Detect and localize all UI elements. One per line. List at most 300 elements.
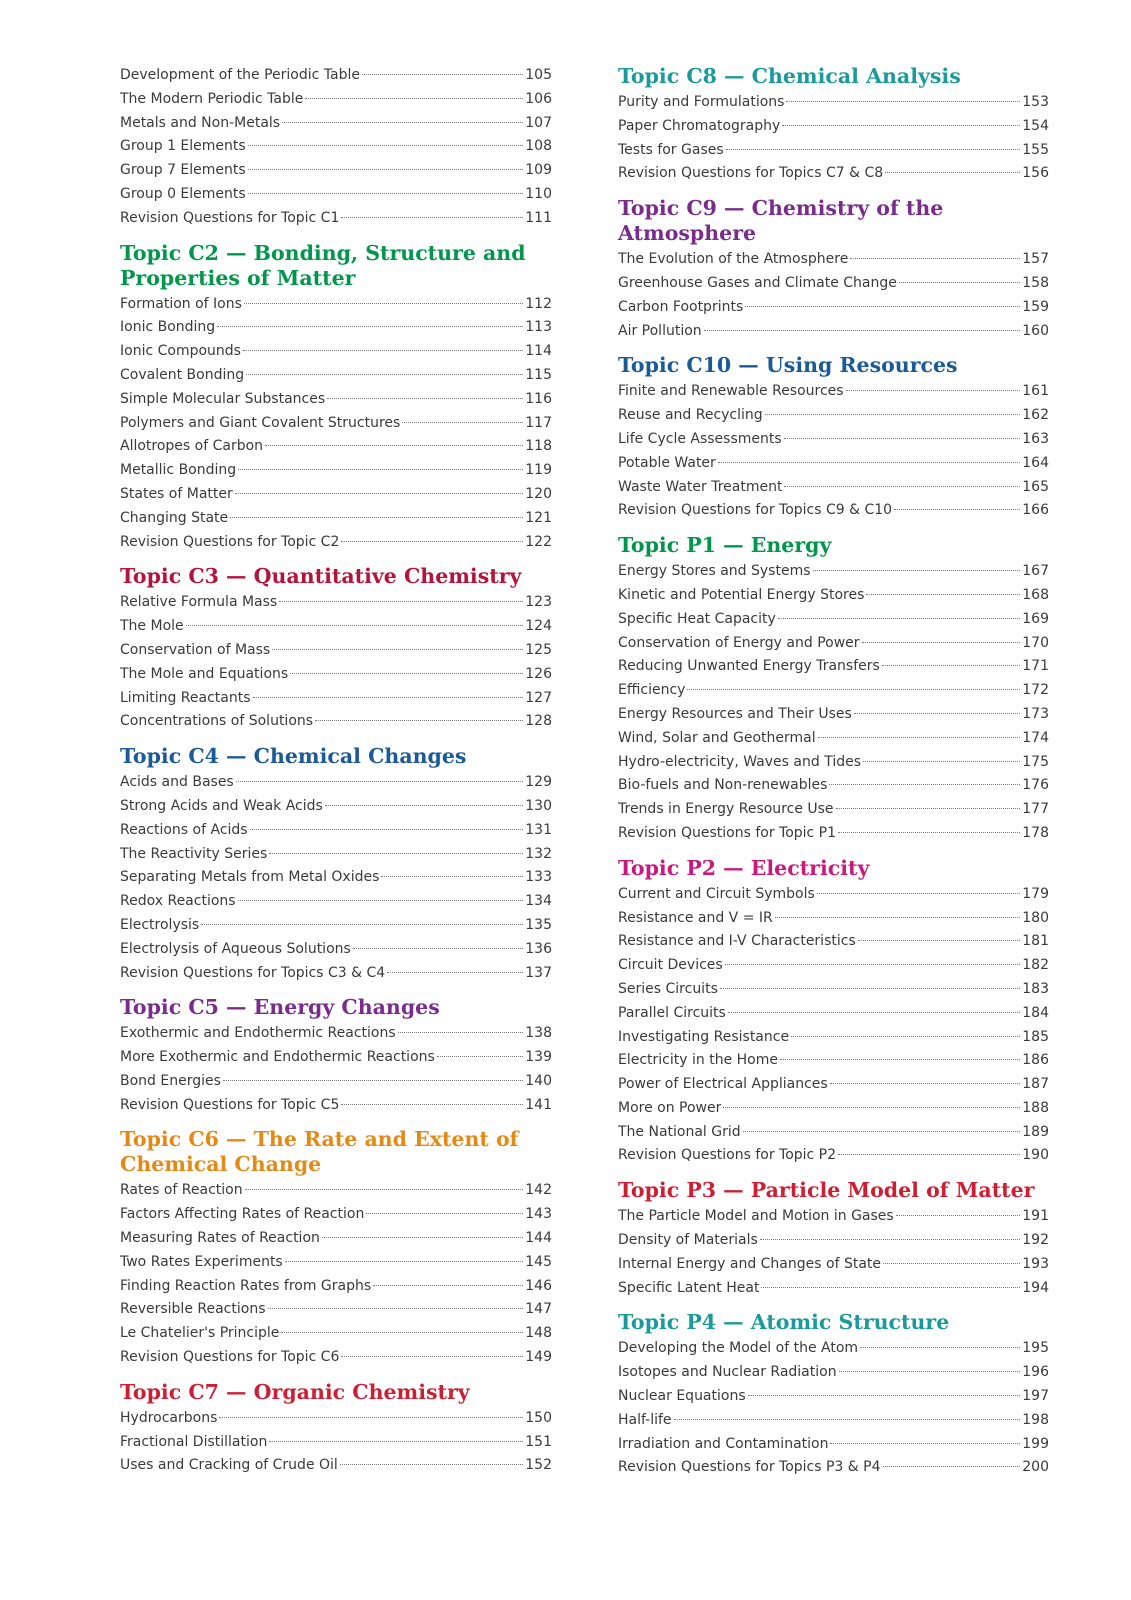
entry-title: States of Matter bbox=[120, 485, 233, 502]
toc-entry[interactable] bbox=[618, 608, 1049, 632]
toc-entry[interactable] bbox=[618, 1121, 1049, 1145]
dot-leader bbox=[341, 1356, 523, 1357]
toc-entry[interactable] bbox=[120, 412, 552, 436]
toc-entry[interactable] bbox=[618, 115, 1049, 139]
entry-title: Redox Reactions bbox=[120, 893, 236, 910]
toc-entry[interactable] bbox=[618, 1337, 1049, 1361]
entry-page-number: 108 bbox=[525, 138, 552, 155]
entry-title: Nuclear Equations bbox=[618, 1388, 746, 1405]
dot-leader bbox=[269, 853, 523, 854]
dot-leader bbox=[437, 1056, 523, 1057]
toc-entry[interactable] bbox=[120, 914, 552, 938]
toc-entry[interactable] bbox=[618, 1409, 1049, 1433]
entry-title: Reversible Reactions bbox=[120, 1301, 266, 1318]
topic-heading-line: Topic C5 — Energy Changes bbox=[120, 995, 440, 1020]
toc-entry[interactable] bbox=[618, 679, 1049, 703]
entry-title: Formation of Ions bbox=[120, 295, 242, 312]
entry-title: Reducing Unwanted Energy Transfers bbox=[618, 658, 880, 675]
dot-leader bbox=[272, 649, 523, 650]
entry-title: Concentrations of Solutions bbox=[120, 713, 314, 730]
entry-title: Two Rates Experiments bbox=[120, 1253, 283, 1270]
entry-page-number: 135 bbox=[525, 916, 552, 933]
entry-title: Rates of Reaction bbox=[120, 1182, 243, 1199]
dot-leader bbox=[305, 98, 523, 99]
entry-page-number: 160 bbox=[1022, 322, 1049, 339]
entry-title: Bio-fuels and Non-renewables bbox=[618, 777, 828, 794]
topic-heading-line: Properties of Matter bbox=[120, 265, 356, 290]
dot-leader bbox=[818, 737, 1021, 738]
toc-column-left bbox=[120, 64, 552, 1488]
dot-leader bbox=[780, 1059, 1020, 1060]
entry-page-number: 159 bbox=[1022, 298, 1049, 315]
entry-title: Electrolysis bbox=[120, 916, 200, 933]
entry-title: Relative Formula Mass bbox=[120, 594, 278, 611]
entry-page-number: 151 bbox=[525, 1433, 552, 1450]
entry-page-number: 181 bbox=[1022, 933, 1049, 950]
toc-entry[interactable] bbox=[618, 1002, 1049, 1026]
toc-entry[interactable] bbox=[120, 183, 552, 207]
toc-entry[interactable] bbox=[120, 364, 552, 388]
topic-heading-line: Topic C7 — Organic Chemistry bbox=[120, 1379, 470, 1404]
entry-page-number: 168 bbox=[1022, 586, 1049, 603]
entry-title: The Reactivity Series bbox=[120, 845, 268, 862]
entry-page-number: 197 bbox=[1022, 1388, 1049, 1405]
dot-leader bbox=[402, 422, 523, 423]
toc-entry[interactable] bbox=[618, 428, 1049, 452]
dot-leader bbox=[899, 282, 1020, 283]
dot-leader bbox=[813, 570, 1021, 571]
entry-page-number: 164 bbox=[1022, 454, 1049, 471]
entry-page-number: 107 bbox=[525, 114, 552, 131]
toc-entry[interactable] bbox=[618, 1253, 1049, 1277]
entry-title: Group 0 Elements bbox=[120, 185, 246, 202]
toc-entry[interactable] bbox=[618, 907, 1049, 931]
dot-leader bbox=[223, 1080, 523, 1081]
toc-entry[interactable] bbox=[120, 64, 552, 88]
entry-page-number: 176 bbox=[1022, 777, 1049, 794]
entry-title: Greenhouse Gases and Climate Change bbox=[618, 274, 897, 291]
entry-page-number: 196 bbox=[1022, 1364, 1049, 1381]
entry-title: Specific Heat Capacity bbox=[618, 610, 776, 627]
dot-leader bbox=[248, 145, 524, 146]
dot-leader bbox=[341, 217, 523, 218]
dot-leader bbox=[366, 1213, 523, 1214]
entry-title: Reuse and Recycling bbox=[618, 407, 763, 424]
entry-title: Series Circuits bbox=[618, 980, 718, 997]
dot-leader bbox=[791, 1036, 1020, 1037]
toc-entry[interactable] bbox=[120, 1346, 552, 1370]
dot-leader bbox=[838, 832, 1020, 833]
toc-entry[interactable] bbox=[618, 774, 1049, 798]
dot-leader bbox=[279, 601, 523, 602]
entry-page-number: 169 bbox=[1022, 610, 1049, 627]
entry-title: Strong Acids and Weak Acids bbox=[120, 797, 323, 814]
dot-leader bbox=[387, 972, 523, 973]
dot-leader bbox=[765, 414, 1021, 415]
topic-heading bbox=[618, 353, 1049, 378]
dot-leader bbox=[720, 988, 1020, 989]
entry-title: Measuring Rates of Reaction bbox=[120, 1230, 320, 1247]
entry-page-number: 148 bbox=[525, 1325, 552, 1342]
entry-title: The National Grid bbox=[618, 1123, 741, 1140]
entry-page-number: 150 bbox=[525, 1409, 552, 1426]
toc-entry[interactable] bbox=[618, 655, 1049, 679]
entry-page-number: 115 bbox=[525, 366, 552, 383]
entry-page-number: 132 bbox=[525, 845, 552, 862]
entry-title: Revision Questions for Topics C7 & C8 bbox=[618, 165, 884, 182]
dot-leader bbox=[236, 781, 524, 782]
toc-entry[interactable] bbox=[120, 710, 552, 734]
entry-title: Ionic Compounds bbox=[120, 343, 241, 360]
toc-entry[interactable] bbox=[618, 139, 1049, 163]
entry-page-number: 118 bbox=[525, 438, 552, 455]
entry-title: Uses and Cracking of Crude Oil bbox=[120, 1457, 338, 1474]
toc-entry[interactable] bbox=[618, 584, 1049, 608]
toc-entry[interactable] bbox=[120, 1407, 552, 1431]
entry-title: Isotopes and Nuclear Radiation bbox=[618, 1364, 837, 1381]
toc-entry[interactable] bbox=[120, 507, 552, 531]
toc-entry[interactable] bbox=[120, 663, 552, 687]
entry-title: Fractional Distillation bbox=[120, 1433, 268, 1450]
entry-page-number: 149 bbox=[525, 1349, 552, 1366]
topic-heading bbox=[120, 241, 552, 291]
entry-title: Tests for Gases bbox=[618, 141, 724, 158]
entry-title: Ionic Bonding bbox=[120, 319, 216, 336]
dot-leader bbox=[362, 74, 523, 75]
entry-title: Revision Questions for Topics P3 & P4 bbox=[618, 1459, 881, 1476]
toc-entry[interactable] bbox=[618, 978, 1049, 1002]
toc-entry[interactable] bbox=[120, 687, 552, 711]
topic-heading-line: Topic C8 — Chemical Analysis bbox=[618, 64, 961, 88]
toc-entry[interactable] bbox=[618, 1456, 1049, 1480]
toc-entry[interactable] bbox=[618, 930, 1049, 954]
dot-leader bbox=[245, 1189, 524, 1190]
toc-entry[interactable] bbox=[618, 452, 1049, 476]
dot-leader bbox=[373, 1285, 523, 1286]
dot-leader bbox=[896, 1215, 1021, 1216]
toc-entry[interactable] bbox=[120, 1454, 552, 1478]
toc-entry[interactable] bbox=[618, 751, 1049, 775]
toc-section bbox=[618, 64, 1049, 186]
topic-heading-line: Topic C6 — The Rate and Extent of bbox=[120, 1127, 519, 1152]
entry-title: Potable Water bbox=[618, 454, 716, 471]
toc-entry[interactable] bbox=[618, 320, 1049, 344]
toc-entry[interactable] bbox=[120, 531, 552, 555]
toc-entry[interactable] bbox=[120, 1094, 552, 1118]
entry-title: Resistance and I-V Characteristics bbox=[618, 933, 856, 950]
entry-title: Resistance and V = IR bbox=[618, 909, 773, 926]
toc-entry[interactable] bbox=[120, 293, 552, 317]
toc-entry[interactable] bbox=[120, 866, 552, 890]
toc-entry[interactable] bbox=[618, 1277, 1049, 1301]
toc-section bbox=[120, 995, 552, 1117]
entry-page-number: 119 bbox=[525, 462, 552, 479]
toc-entry[interactable] bbox=[618, 476, 1049, 500]
toc-entry[interactable] bbox=[618, 727, 1049, 751]
toc-entry[interactable] bbox=[618, 1144, 1049, 1168]
entry-page-number: 142 bbox=[525, 1182, 552, 1199]
dot-leader bbox=[761, 1287, 1020, 1288]
entry-page-number: 136 bbox=[525, 940, 552, 957]
toc-entry[interactable] bbox=[120, 1251, 552, 1275]
entry-page-number: 158 bbox=[1022, 274, 1049, 291]
toc-entry[interactable] bbox=[120, 615, 552, 639]
toc-entry[interactable] bbox=[618, 296, 1049, 320]
toc-entry[interactable] bbox=[120, 1179, 552, 1203]
toc-section bbox=[120, 1380, 552, 1478]
toc-section bbox=[618, 1310, 1049, 1480]
toc-entry[interactable] bbox=[120, 1298, 552, 1322]
entry-page-number: 111 bbox=[525, 209, 552, 226]
toc-entry[interactable] bbox=[120, 207, 552, 231]
toc-entry[interactable] bbox=[618, 822, 1049, 846]
dot-leader bbox=[723, 1107, 1020, 1108]
dot-leader bbox=[894, 509, 1020, 510]
topic-heading-line: Topic C2 — Bonding, Structure and bbox=[120, 240, 526, 265]
entry-page-number: 123 bbox=[525, 594, 552, 611]
toc-entry[interactable] bbox=[618, 91, 1049, 115]
toc-entry[interactable] bbox=[120, 591, 552, 615]
toc-entry[interactable] bbox=[618, 1026, 1049, 1050]
entry-page-number: 167 bbox=[1022, 563, 1049, 580]
entry-page-number: 125 bbox=[525, 641, 552, 658]
entry-title: The Mole and Equations bbox=[120, 665, 289, 682]
entry-title: Group 1 Elements bbox=[120, 138, 246, 155]
toc-entry[interactable] bbox=[618, 1073, 1049, 1097]
dot-leader bbox=[219, 1417, 523, 1418]
topic-heading-line: Topic C4 — Chemical Changes bbox=[120, 744, 467, 769]
dot-leader bbox=[704, 330, 1021, 331]
topic-heading bbox=[120, 564, 552, 589]
toc-entry[interactable] bbox=[618, 1385, 1049, 1409]
entry-title: The Particle Model and Motion in Gases bbox=[618, 1208, 894, 1225]
toc-entry[interactable] bbox=[120, 843, 552, 867]
toc-entry[interactable] bbox=[618, 499, 1049, 523]
dot-leader bbox=[775, 917, 1021, 918]
toc-entry[interactable] bbox=[120, 1227, 552, 1251]
entry-title: Development of the Periodic Table bbox=[120, 67, 360, 83]
entry-title: Metallic Bonding bbox=[120, 462, 237, 479]
entry-title: Paper Chromatography bbox=[618, 117, 781, 134]
toc-entry[interactable] bbox=[618, 560, 1049, 584]
toc-entry[interactable] bbox=[618, 1361, 1049, 1385]
entry-title: Revision Questions for Topic C5 bbox=[120, 1096, 340, 1113]
toc-entry[interactable] bbox=[120, 388, 552, 412]
entry-page-number: 186 bbox=[1022, 1052, 1049, 1069]
entry-title: Investigating Resistance bbox=[618, 1028, 790, 1045]
dot-leader bbox=[863, 761, 1020, 762]
entry-page-number: 192 bbox=[1022, 1232, 1049, 1249]
toc-entry[interactable] bbox=[120, 795, 552, 819]
dot-leader bbox=[244, 303, 523, 304]
toc-entry[interactable] bbox=[120, 112, 552, 136]
toc-entry[interactable] bbox=[618, 1097, 1049, 1121]
entry-page-number: 175 bbox=[1022, 753, 1049, 770]
toc-entry[interactable] bbox=[120, 1070, 552, 1094]
toc-entry[interactable] bbox=[618, 1205, 1049, 1229]
dot-leader bbox=[883, 1263, 1020, 1264]
toc-entry[interactable] bbox=[618, 883, 1049, 907]
entry-title: Current and Circuit Symbols bbox=[618, 885, 815, 902]
entry-page-number: 171 bbox=[1022, 658, 1049, 675]
topic-heading-line: Topic C9 — Chemistry of the Atmosphere bbox=[618, 196, 944, 246]
dot-leader bbox=[778, 618, 1020, 619]
entry-page-number: 131 bbox=[525, 821, 552, 838]
toc-entry[interactable] bbox=[618, 632, 1049, 656]
topic-heading-line: Topic C3 — Quantitative Chemistry bbox=[120, 564, 522, 589]
entry-title: Efficiency bbox=[618, 682, 686, 699]
toc-entry[interactable] bbox=[618, 404, 1049, 428]
entry-page-number: 174 bbox=[1022, 729, 1049, 746]
toc-entry[interactable] bbox=[618, 380, 1049, 404]
dot-leader bbox=[760, 1239, 1020, 1240]
entry-page-number: 183 bbox=[1022, 980, 1049, 997]
dot-leader bbox=[341, 541, 523, 542]
entry-page-number: 122 bbox=[525, 533, 552, 550]
entry-page-number: 195 bbox=[1022, 1340, 1049, 1357]
dot-leader bbox=[860, 1347, 1020, 1348]
toc-entry[interactable] bbox=[120, 962, 552, 986]
toc-entry[interactable] bbox=[120, 1203, 552, 1227]
entry-page-number: 157 bbox=[1022, 251, 1049, 268]
toc-entry[interactable] bbox=[618, 1433, 1049, 1457]
entry-title: More on Power bbox=[618, 1099, 722, 1116]
entry-title: Electrolysis of Aqueous Solutions bbox=[120, 940, 351, 957]
entry-title: Allotropes of Carbon bbox=[120, 438, 264, 455]
entry-page-number: 113 bbox=[525, 319, 552, 336]
toc-entry[interactable] bbox=[120, 340, 552, 364]
toc-entry[interactable] bbox=[618, 162, 1049, 186]
dot-leader bbox=[290, 673, 523, 674]
entry-page-number: 194 bbox=[1022, 1279, 1049, 1296]
entry-title: Developing the Model of the Atom bbox=[618, 1340, 859, 1357]
dot-leader bbox=[327, 398, 523, 399]
dot-leader bbox=[315, 720, 523, 721]
entry-title: Conservation of Energy and Power bbox=[618, 634, 860, 651]
toc-entry[interactable] bbox=[120, 435, 552, 459]
toc-entry[interactable] bbox=[120, 159, 552, 183]
entry-title: Revision Questions for Topic P1 bbox=[618, 824, 837, 841]
entry-page-number: 154 bbox=[1022, 117, 1049, 134]
topic-heading bbox=[618, 196, 1049, 246]
toc-entry[interactable] bbox=[120, 1431, 552, 1455]
entry-title: The Modern Periodic Table bbox=[120, 90, 304, 107]
entry-page-number: 198 bbox=[1022, 1411, 1049, 1428]
entry-page-number: 117 bbox=[525, 414, 552, 431]
entry-title: Group 7 Elements bbox=[120, 162, 246, 179]
entry-page-number: 191 bbox=[1022, 1208, 1049, 1225]
toc-entry[interactable] bbox=[120, 316, 552, 340]
entry-title: Energy Resources and Their Uses bbox=[618, 705, 852, 722]
entry-page-number: 162 bbox=[1022, 407, 1049, 424]
entry-title: Exothermic and Endothermic Reactions bbox=[120, 1025, 396, 1042]
toc-entry[interactable] bbox=[120, 890, 552, 914]
toc-entry[interactable] bbox=[618, 248, 1049, 272]
toc-section bbox=[618, 353, 1049, 523]
toc-entry[interactable] bbox=[120, 135, 552, 159]
entry-page-number: 153 bbox=[1022, 94, 1049, 110]
dot-leader bbox=[381, 876, 523, 877]
dot-leader bbox=[850, 258, 1020, 259]
dot-leader bbox=[839, 1371, 1021, 1372]
toc-entry[interactable] bbox=[618, 703, 1049, 727]
entry-page-number: 185 bbox=[1022, 1028, 1049, 1045]
entry-page-number: 189 bbox=[1022, 1123, 1049, 1140]
topic-heading-line: Topic P4 — Atomic Structure bbox=[618, 1310, 950, 1335]
entry-page-number: 134 bbox=[525, 893, 552, 910]
toc-entry[interactable] bbox=[618, 798, 1049, 822]
entry-page-number: 193 bbox=[1022, 1255, 1049, 1272]
topic-heading-line: Topic P1 — Energy bbox=[618, 533, 832, 558]
entry-page-number: 179 bbox=[1022, 885, 1049, 902]
entry-title: Finite and Renewable Resources bbox=[618, 383, 844, 400]
entry-page-number: 188 bbox=[1022, 1099, 1049, 1116]
dot-leader bbox=[674, 1419, 1021, 1420]
toc-entry[interactable] bbox=[120, 771, 552, 795]
entry-title: Kinetic and Potential Energy Stores bbox=[618, 586, 865, 603]
entry-title: Air Pollution bbox=[618, 322, 702, 339]
toc-entry[interactable] bbox=[618, 954, 1049, 978]
entry-title: Waste Water Treatment bbox=[618, 478, 783, 495]
toc-section bbox=[618, 196, 1049, 343]
dot-leader bbox=[838, 1154, 1020, 1155]
entry-page-number: 187 bbox=[1022, 1076, 1049, 1093]
entry-page-number: 133 bbox=[525, 869, 552, 886]
entry-title: Revision Questions for Topic C1 bbox=[120, 209, 340, 226]
toc-entry[interactable] bbox=[120, 1322, 552, 1346]
toc-entry[interactable] bbox=[618, 1049, 1049, 1073]
entry-page-number: 126 bbox=[525, 665, 552, 682]
entry-title: Separating Metals from Metal Oxides bbox=[120, 869, 380, 886]
dot-leader bbox=[830, 1083, 1021, 1084]
toc-entry[interactable] bbox=[120, 938, 552, 962]
toc-entry[interactable] bbox=[120, 1275, 552, 1299]
topic-heading bbox=[618, 1310, 1049, 1335]
toc-section bbox=[120, 241, 552, 555]
toc-entry[interactable] bbox=[120, 1046, 552, 1070]
dot-leader bbox=[817, 893, 1020, 894]
toc-entry[interactable] bbox=[618, 1229, 1049, 1253]
entry-page-number: 199 bbox=[1022, 1435, 1049, 1452]
toc-entry[interactable] bbox=[618, 272, 1049, 296]
toc-entry[interactable] bbox=[120, 819, 552, 843]
entry-page-number: 172 bbox=[1022, 682, 1049, 699]
entry-page-number: 200 bbox=[1022, 1459, 1049, 1476]
toc-entry[interactable] bbox=[120, 88, 552, 112]
toc-section bbox=[618, 533, 1049, 846]
entry-title: Specific Latent Heat bbox=[618, 1279, 760, 1296]
toc-entry[interactable] bbox=[120, 483, 552, 507]
entry-page-number: 106 bbox=[525, 90, 552, 107]
entry-page-number: 147 bbox=[525, 1301, 552, 1318]
dot-leader bbox=[340, 1464, 523, 1465]
dot-leader bbox=[786, 101, 1020, 102]
toc-entry[interactable] bbox=[120, 459, 552, 483]
entry-title: Irradiation and Contamination bbox=[618, 1435, 829, 1452]
dot-leader bbox=[725, 964, 1021, 965]
toc-entry[interactable] bbox=[120, 1022, 552, 1046]
dot-leader bbox=[285, 1261, 524, 1262]
entry-title: Factors Affecting Rates of Reaction bbox=[120, 1206, 365, 1223]
dot-leader bbox=[238, 469, 523, 470]
dot-leader bbox=[726, 149, 1021, 150]
entry-title: Trends in Energy Resource Use bbox=[618, 801, 834, 818]
entry-page-number: 182 bbox=[1022, 957, 1049, 974]
dot-leader bbox=[217, 326, 523, 327]
entry-title: Carbon Footprints bbox=[618, 298, 744, 315]
entry-page-number: 166 bbox=[1022, 502, 1049, 519]
toc-entry[interactable] bbox=[120, 639, 552, 663]
